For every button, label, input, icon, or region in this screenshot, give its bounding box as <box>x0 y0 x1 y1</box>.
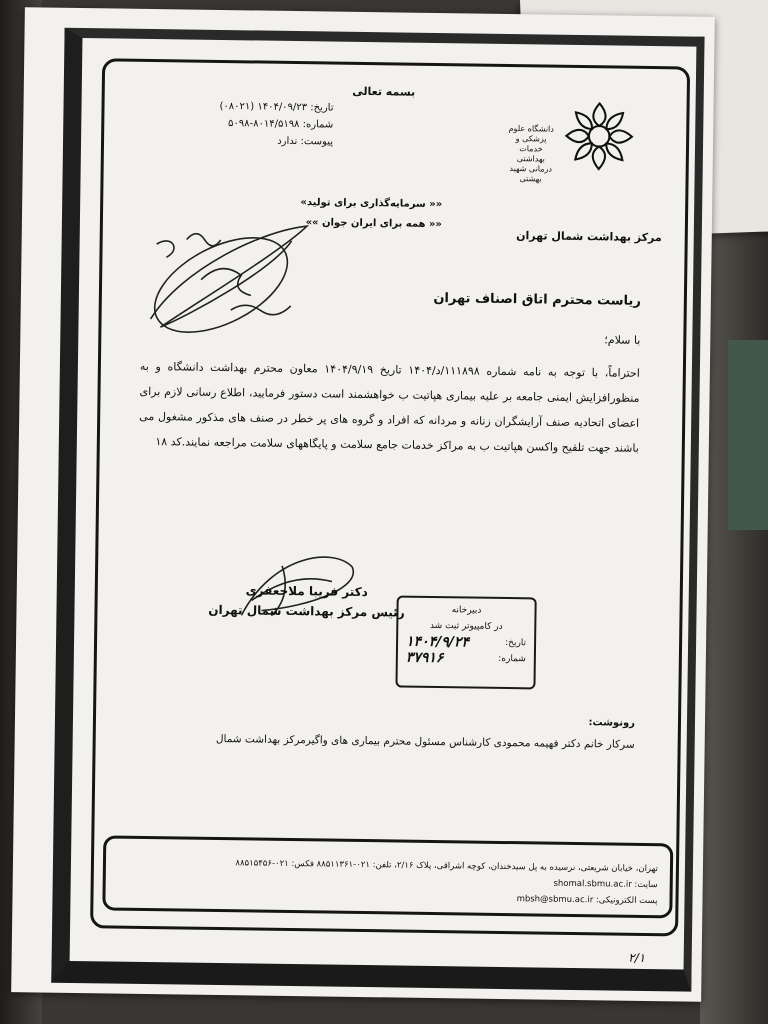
letter-sheet <box>11 7 715 1002</box>
page-number: ۲/۱ <box>628 950 646 965</box>
footer <box>122 854 658 909</box>
date-field: تاریخ: ۱۴۰۴/۰۹/۲۳ (۰۸۰۲۱) <box>219 100 334 114</box>
handwritten-note-signature <box>140 209 317 341</box>
site-label: سایت: <box>634 879 658 891</box>
footer-address: تهران، خیابان شریعتی، نرسیده به پل سیدخندان، کوچه اشراقی، پلاک ۲/۱۶، تلفن: ۰۲۱-۸۸۵۱۱۳۶۱ فکس: ۰۲۱-۸۸۵۱۵۴۵۶ <box>235 858 659 875</box>
center-name: مرکز بهداشت شمال تهران <box>516 229 662 245</box>
stamp-subtitle: در کامپیوتر ثبت شد <box>429 620 503 632</box>
attachment-field: پیوست: ندارد <box>277 135 334 148</box>
email-label: پست الکترونیکی: <box>595 895 658 907</box>
slogan-line: «« همه برای ایران جوان »» <box>305 217 442 231</box>
salutation: با سلام؛ <box>604 333 641 347</box>
stamp-date-label: تاریخ: <box>505 637 527 649</box>
document-meta <box>113 96 334 150</box>
background-book <box>728 340 768 530</box>
signer-name: دکتر فریبا ملاجعفری <box>245 583 368 600</box>
letter-body: احتراماً، با توجه به نامه شماره ۱۱۱۸۹۸/د/۱۴۰۴ تاریخ ۱۴۰۴/۹/۱۹ معاون محترم بهداشت دانشگاه و به منظورافزایش ایمنی جامعه بر علیه بیماری هپاتیت ب خواهشمند است دستور فرمایید، اطلاع رسانی لازم برای اعضای اتحادیه صنف آرایشگران زنانه و مردانه که افراد و گروه های پر خطر در صنف های مذکور مشغول می باشند جهت تلقیح واکسن هپاتیت ب به مراکز خدمات جامع سلامت و پایگاههای سلامت مراجعه نمایند.کد ۱۸ <box>139 359 640 455</box>
slogan-line: «« سرمایه‌گذاری برای تولید» <box>300 197 443 211</box>
university-name: دانشگاه علوم پزشکی و خدمات بهداشتی درمانی شهید بهشتی <box>508 123 554 184</box>
university-logo-icon <box>558 95 641 178</box>
cc-text: سرکار خانم دکتر فهیمه محمودی کارشناس مسئول محترم بیماری های واگیرمرکز بهداشت شمال <box>215 732 635 751</box>
stamp-number-label: شماره: <box>498 653 526 665</box>
recipient: ریاست محترم اتاق اصناف تهران <box>433 290 641 309</box>
registry-stamp <box>395 595 536 689</box>
email-link[interactable]: mbsh@sbmu.ac.ir <box>516 894 594 906</box>
cc-label: رونوشت: <box>588 717 636 729</box>
basmala: بسمه تعالی <box>352 84 416 99</box>
stamp-date-row <box>406 634 526 652</box>
stamp-number-value: ۳۷۹۱۶ <box>405 649 444 667</box>
signature-block <box>206 580 407 623</box>
stamp-title: دبیرخانه <box>451 605 482 616</box>
letter-frame <box>90 58 690 936</box>
number-field: شماره: ۸۰۱۴/۵۱۹۸-۵۰۹۸ <box>227 118 334 131</box>
stamp-date-value: ۱۴۰۴/۹/۲۴ <box>405 633 470 651</box>
stamp-number-row <box>406 650 526 668</box>
signer-title: رئیس مرکز بهداشت شمال تهران <box>208 602 405 620</box>
website-link[interactable]: shomal.sbmu.ac.ir <box>553 878 632 890</box>
